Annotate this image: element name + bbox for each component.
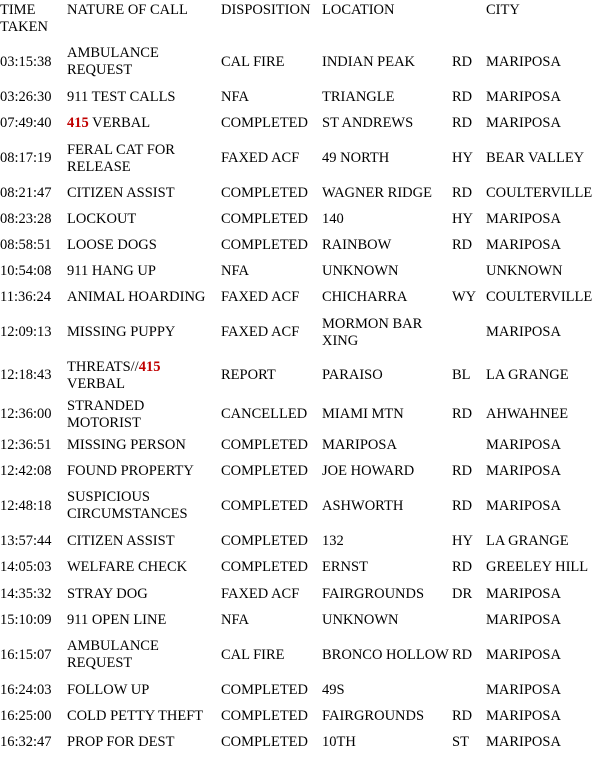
cell-time-taken: 16:15:07 bbox=[0, 646, 52, 663]
nature-text: SUSPICIOUS CIRCUMSTANCES bbox=[67, 489, 188, 522]
nature-text: THREATS// bbox=[67, 358, 139, 375]
table-row bbox=[0, 258, 614, 284]
cell-disposition: COMPLETED bbox=[221, 436, 308, 453]
cell-disposition: COMPLETED bbox=[221, 559, 308, 575]
cell-nature-of-call bbox=[67, 84, 221, 110]
cell-disposition: FAXED ACF bbox=[221, 289, 300, 305]
cell-nature-of-call bbox=[67, 528, 221, 554]
table-row bbox=[0, 40, 614, 84]
cell-city: AHWAHNEE bbox=[486, 406, 569, 422]
cell-street-suffix: RD bbox=[452, 184, 473, 201]
cell-location: FAIRGROUNDS bbox=[322, 585, 425, 602]
cell-time-taken: 07:49:40 bbox=[0, 115, 52, 131]
cell-nature-of-call bbox=[67, 180, 221, 206]
cell-city: MARIPOSA bbox=[486, 236, 561, 253]
table-row bbox=[0, 607, 614, 633]
cell-nature-of-call bbox=[67, 581, 221, 607]
cell-time-taken: 12:36:00 bbox=[0, 406, 52, 422]
cell-location: 49S bbox=[322, 681, 345, 698]
cell-disposition: CANCELLED bbox=[221, 406, 308, 422]
header-nature-of-call: NATURE OF CALL bbox=[67, 2, 188, 18]
cell-location: MORMON BAR XING bbox=[322, 315, 423, 349]
cell-disposition: CAL FIRE bbox=[221, 53, 285, 70]
cell-time-taken: 12:42:08 bbox=[0, 462, 52, 479]
cell-city: MARIPOSA bbox=[486, 324, 561, 340]
nature-text: CITIZEN ASSIST bbox=[67, 532, 175, 549]
cell-disposition: COMPLETED bbox=[221, 236, 308, 253]
cell-time-taken: 08:23:28 bbox=[0, 210, 52, 227]
cell-time-taken: 16:32:47 bbox=[0, 734, 52, 750]
cell-time-taken: 10:54:08 bbox=[0, 262, 52, 279]
cell-location: FAIRGROUNDS bbox=[322, 707, 425, 724]
cell-time-taken: 08:58:51 bbox=[0, 236, 52, 253]
cell-city: LA GRANGE bbox=[486, 367, 569, 383]
cell-nature-of-call bbox=[67, 232, 221, 258]
nature-text: STRAY DOG bbox=[67, 585, 148, 602]
nature-text: FERAL CAT FOR RELEASE bbox=[67, 141, 175, 175]
cell-city: LA GRANGE bbox=[486, 532, 569, 549]
cell-city: MARIPOSA bbox=[486, 585, 561, 602]
table-row bbox=[0, 633, 614, 677]
header-city: CITY bbox=[486, 2, 520, 18]
cell-city: MARIPOSA bbox=[486, 734, 561, 750]
nature-text: COLD PETTY THEFT bbox=[67, 707, 204, 724]
cell-nature-of-call bbox=[67, 432, 221, 458]
cell-nature-of-call bbox=[67, 354, 221, 397]
cell-location: CHICHARRA bbox=[322, 289, 408, 305]
cell-time-taken: 14:35:32 bbox=[0, 585, 52, 602]
cell-city: COULTERVILLE bbox=[486, 289, 593, 305]
cell-location: 49 NORTH bbox=[322, 150, 390, 166]
cell-location: WAGNER RIDGE bbox=[322, 184, 432, 201]
cell-time-taken: 03:26:30 bbox=[0, 88, 52, 105]
cell-location: UNKNOWN bbox=[322, 611, 399, 628]
cell-location: JOE HOWARD bbox=[322, 462, 415, 479]
table-row bbox=[0, 484, 614, 528]
cell-nature-of-call bbox=[67, 607, 221, 633]
nature-text: MISSING PUPPY bbox=[67, 324, 176, 340]
nature-suffix-text: VERBAL bbox=[67, 375, 125, 392]
cell-disposition: COMPLETED bbox=[221, 734, 308, 750]
cell-location: BRONCO HOLLOW bbox=[322, 646, 449, 663]
table-row bbox=[0, 432, 614, 458]
cell-location: ST ANDREWS bbox=[322, 115, 414, 131]
table-row bbox=[0, 729, 614, 756]
nature-text: AMBULANCE REQUEST bbox=[67, 638, 159, 671]
cell-city: MARIPOSA bbox=[486, 497, 561, 514]
cell-street-suffix: HY bbox=[452, 210, 473, 227]
cell-time-taken: 08:17:19 bbox=[0, 150, 52, 166]
table-row bbox=[0, 458, 614, 484]
cell-city: BEAR VALLEY bbox=[486, 150, 585, 166]
cell-street-suffix: RD bbox=[452, 115, 473, 131]
cell-location: 140 bbox=[322, 210, 344, 227]
cell-time-taken: 03:15:38 bbox=[0, 53, 52, 70]
header-disposition: DISPOSITION bbox=[221, 2, 311, 18]
cell-city: MARIPOSA bbox=[486, 115, 561, 131]
cell-time-taken: 16:24:03 bbox=[0, 681, 52, 698]
cell-street-suffix: RD bbox=[452, 406, 473, 422]
cell-street-suffix: WY bbox=[452, 289, 477, 305]
table-row bbox=[0, 703, 614, 729]
cell-time-taken: 14:05:03 bbox=[0, 559, 52, 575]
cell-time-taken: 13:57:44 bbox=[0, 532, 52, 549]
nature-text: MISSING PERSON bbox=[67, 436, 186, 453]
nature-text: WELFARE CHECK bbox=[67, 559, 188, 575]
cell-nature-of-call bbox=[67, 311, 221, 354]
cell-location: 132 bbox=[322, 532, 344, 549]
cell-city: MARIPOSA bbox=[486, 53, 561, 70]
header-street-suffix bbox=[452, 0, 486, 40]
table-row bbox=[0, 311, 614, 354]
cell-location: ERNST bbox=[322, 559, 368, 575]
nature-text: 911 TEST CALLS bbox=[67, 88, 176, 105]
table-row bbox=[0, 397, 614, 432]
nature-text: CITIZEN ASSIST bbox=[67, 184, 175, 201]
cell-disposition: REPORT bbox=[221, 367, 276, 383]
table-row bbox=[0, 284, 614, 311]
cell-location: MARIPOSA bbox=[322, 436, 397, 453]
cell-street-suffix: RD bbox=[452, 88, 473, 105]
cell-nature-of-call bbox=[67, 677, 221, 703]
cell-nature-of-call bbox=[67, 633, 221, 677]
nature-text: 911 OPEN LINE bbox=[67, 611, 167, 628]
cell-nature-of-call bbox=[67, 137, 221, 180]
nature-text: STRANDED MOTORIST bbox=[67, 397, 145, 431]
cell-street-suffix: RD bbox=[452, 707, 473, 724]
table-row bbox=[0, 554, 614, 581]
cell-street-suffix bbox=[452, 432, 486, 458]
cell-disposition: COMPLETED bbox=[221, 462, 308, 479]
cell-location: UNKNOWN bbox=[322, 262, 399, 279]
table-body bbox=[0, 40, 614, 756]
nature-text: 911 HANG UP bbox=[67, 262, 156, 279]
penal-code-highlight: 415 bbox=[67, 115, 89, 131]
cell-time-taken: 12:18:43 bbox=[0, 367, 52, 383]
cell-time-taken: 12:48:18 bbox=[0, 497, 52, 514]
cell-disposition: COMPLETED bbox=[221, 210, 308, 227]
nature-text: LOOSE DOGS bbox=[67, 236, 157, 253]
cell-disposition: COMPLETED bbox=[221, 184, 308, 201]
cell-city: MARIPOSA bbox=[486, 210, 561, 227]
table-row bbox=[0, 137, 614, 180]
cell-location: MIAMI MTN bbox=[322, 406, 404, 422]
table-row bbox=[0, 528, 614, 554]
cell-city: MARIPOSA bbox=[486, 436, 561, 453]
cell-nature-of-call bbox=[67, 397, 221, 432]
cell-city: COULTERVILLE bbox=[486, 184, 593, 201]
table-row bbox=[0, 84, 614, 110]
header-location: LOCATION bbox=[322, 2, 395, 18]
table-row bbox=[0, 677, 614, 703]
cell-street-suffix bbox=[452, 677, 486, 703]
cell-disposition: NFA bbox=[221, 262, 249, 279]
cell-location: ASHWORTH bbox=[322, 497, 404, 514]
cell-disposition: FAXED ACF bbox=[221, 324, 300, 340]
cell-disposition: COMPLETED bbox=[221, 681, 308, 698]
cell-city: MARIPOSA bbox=[486, 646, 561, 663]
nature-text: FOLLOW UP bbox=[67, 681, 150, 698]
table-row bbox=[0, 232, 614, 258]
nature-suffix-text: VERBAL bbox=[88, 115, 151, 131]
cell-disposition: NFA bbox=[221, 611, 249, 628]
nature-text: PROP FOR DEST bbox=[67, 734, 175, 750]
nature-text: ANIMAL HOARDING bbox=[67, 289, 206, 305]
cell-location: TRIANGLE bbox=[322, 88, 395, 105]
cell-nature-of-call bbox=[67, 729, 221, 756]
table-row bbox=[0, 354, 614, 397]
cell-street-suffix bbox=[452, 258, 486, 284]
cell-city: MARIPOSA bbox=[486, 462, 561, 479]
cell-location: INDIAN PEAK bbox=[322, 53, 416, 70]
penal-code-highlight: 415 bbox=[138, 358, 161, 375]
cell-disposition: COMPLETED bbox=[221, 707, 308, 724]
cell-street-suffix bbox=[452, 607, 486, 633]
cell-street-suffix: ST bbox=[452, 734, 469, 750]
cell-city: MARIPOSA bbox=[486, 707, 561, 724]
cell-city: MARIPOSA bbox=[486, 88, 561, 105]
table-row bbox=[0, 110, 614, 137]
cell-street-suffix: HY bbox=[452, 150, 473, 166]
cell-location: RAINBOW bbox=[322, 236, 392, 253]
cell-disposition: FAXED ACF bbox=[221, 585, 300, 602]
cell-location: 10TH bbox=[322, 734, 356, 750]
cell-street-suffix: RD bbox=[452, 236, 473, 253]
cell-disposition: FAXED ACF bbox=[221, 150, 300, 166]
cell-street-suffix: HY bbox=[452, 532, 473, 549]
cell-city: MARIPOSA bbox=[486, 681, 561, 698]
table-row bbox=[0, 180, 614, 206]
nature-text: AMBULANCE REQUEST bbox=[67, 45, 159, 78]
cell-time-taken: 12:09:13 bbox=[0, 324, 52, 340]
header-time-taken: TIME TAKEN bbox=[0, 2, 48, 35]
nature-text: LOCKOUT bbox=[67, 210, 137, 227]
cell-street-suffix: RD bbox=[452, 497, 473, 514]
nature-text: FOUND PROPERTY bbox=[67, 462, 194, 479]
cell-time-taken: 16:25:00 bbox=[0, 707, 52, 724]
cell-disposition: COMPLETED bbox=[221, 532, 308, 549]
cell-street-suffix: RD bbox=[452, 559, 473, 575]
cell-nature-of-call bbox=[67, 284, 221, 311]
cell-city: GREELEY HILL bbox=[486, 559, 589, 575]
cell-nature-of-call bbox=[67, 703, 221, 729]
table-header-row bbox=[0, 0, 614, 40]
cell-location: PARAISO bbox=[322, 367, 383, 383]
cell-disposition: COMPLETED bbox=[221, 115, 308, 131]
cell-nature-of-call bbox=[67, 40, 221, 84]
cell-street-suffix bbox=[452, 311, 486, 354]
cell-city: MARIPOSA bbox=[486, 611, 561, 628]
cell-street-suffix: RD bbox=[452, 646, 473, 663]
cell-nature-of-call bbox=[67, 110, 221, 137]
cell-street-suffix: RD bbox=[452, 462, 473, 479]
cell-time-taken: 12:36:51 bbox=[0, 436, 52, 453]
cell-nature-of-call bbox=[67, 458, 221, 484]
cell-street-suffix: DR bbox=[452, 585, 473, 602]
cell-time-taken: 11:36:24 bbox=[0, 289, 52, 305]
cell-time-taken: 08:21:47 bbox=[0, 184, 52, 201]
cell-street-suffix: RD bbox=[452, 53, 473, 70]
cell-nature-of-call bbox=[67, 258, 221, 284]
table-row bbox=[0, 581, 614, 607]
cell-time-taken: 15:10:09 bbox=[0, 611, 52, 628]
cell-nature-of-call bbox=[67, 206, 221, 232]
cell-nature-of-call bbox=[67, 484, 221, 528]
cell-disposition: CAL FIRE bbox=[221, 646, 285, 663]
cell-nature-of-call bbox=[67, 554, 221, 581]
cell-disposition: COMPLETED bbox=[221, 497, 308, 514]
table-row bbox=[0, 206, 614, 232]
cell-disposition: NFA bbox=[221, 88, 249, 105]
cell-street-suffix: BL bbox=[452, 367, 471, 383]
cell-city: UNKNOWN bbox=[486, 262, 563, 279]
